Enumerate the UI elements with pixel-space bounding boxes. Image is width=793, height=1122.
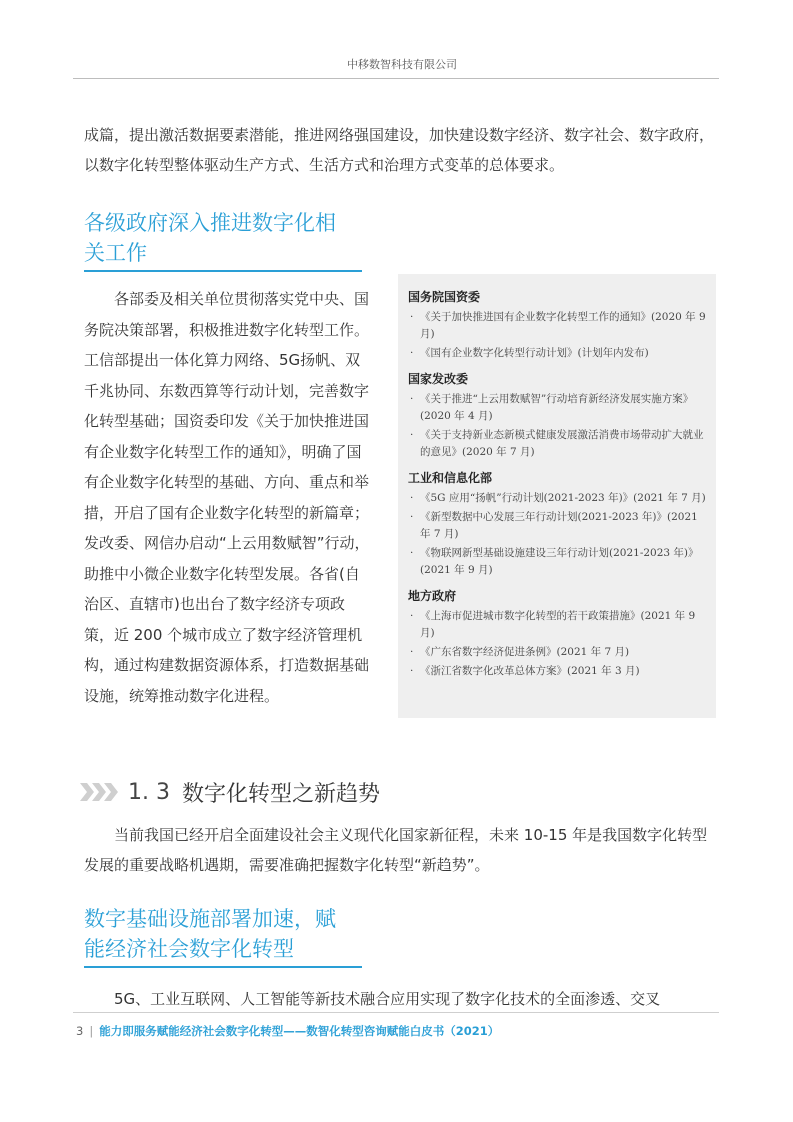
page-number: 3 [76,1024,84,1038]
policy-item: · 《关于支持新业态新模式健康发展激活消费市场带动扩大就业的意见》(2020 年 7 月) [408,427,706,461]
section-paragraph: 当前我国已经开启全面建设社会主义现代化国家新征程，未来 10-15 年是我国数字化转型发展的重要战略机遇期，需要准确把握数字化转型“新趋势”。 [84,826,708,874]
sidebar-group [408,370,706,461]
policy-item: · 《新型数据中心发展三年行动计划(2021-2023 年)》(2021 年 7 月) [408,509,706,543]
sidebar-group-title: 地方政府 [408,589,457,603]
heading-line: 数字基础设施部署加速，赋 [84,907,336,931]
section-title [80,774,380,810]
policy-item: · 《广东省数字经济促进条例》(2021 年 7 月) [408,644,706,661]
heading-line: 能经济社会数字化转型 [84,937,294,961]
sidebar-group [408,469,706,579]
government-paragraph: 各部委及相关单位贯彻落实党中央、国务院决策部署，积极推进数字化转型工作。工信部提出一体化算力网络、5G扬帆、双千兆协同、东数西算等行动计划，完善数字化转型基础；国资委印发《关于加快推进国有企业数字化转型工作的通知》，明确了国有企业数字化转型的基础、方向、重点和举措，开启了国有企业数字化转型的新篇章；发改委、网信办启动“上云用数赋智”行动，助推中小微企业数字化转型发展。各省(自治区、直辖市)也出台了数字经济专项政策，近 200 个城市成立了数字经济管理机构，通过构建数据资源体系，打造数据基础设施，统筹推动数字化进程。 [84,290,370,705]
policy-sidebar [398,274,716,718]
intro-paragraph: 成篇，提出激活数据要素潜能，推进网络强国建设，加快建设数字经济、数字社会、数字政府，以数字化转型整体驱动生产方式、生活方式和治理方式变革的总体要求。 [84,126,715,174]
policy-item: · 《上海市促进城市数字化转型的若干政策措施》(2021 年 9 月) [408,608,706,642]
heading-line: 各级政府深入推进数字化相 [84,211,336,235]
footer-divider [73,1012,719,1013]
chevron-arrows-icon [80,783,116,801]
footer-title: 能力即服务赋能经济社会数字化转型——数智化转型咨询赋能白皮书（2021） [99,1024,500,1038]
sidebar-group-title: 国务院国资委 [408,290,481,304]
policy-item: · 《关于推进“上云用数赋智”行动培育新经济发展实施方案》(2020 年 4 月) [408,391,706,425]
company-name: 中移数智科技有限公司 [347,58,457,71]
policy-item: · 《国有企业数字化转型行动计划》(计划年内发布) [408,345,706,362]
sidebar-group [408,288,706,362]
heading-line: 关工作 [84,241,147,265]
page-header [73,56,719,79]
policy-item: · 《关于加快推进国有企业数字化转型工作的通知》(2020 年 9 月) [408,309,706,343]
policy-item: · 《浙江省数字化改革总体方案》(2021 年 3 月) [408,663,706,680]
footer-separator: | [89,1024,94,1038]
policy-item: · 《物联网新型基础设施建设三年行动计划(2021-2023 年)》(2021 年 9 月) [408,545,706,579]
sidebar-group-title: 国家发改委 [408,372,469,386]
heading-government-work [84,208,362,272]
section-number: 1. 3 [128,779,170,805]
page-footer [76,1022,499,1040]
sidebar-group [408,587,706,680]
heading-digital-infrastructure [84,904,362,968]
bottom-paragraph: 5G、工业互联网、人工智能等新技术融合应用实现了数字化技术的全面渗透、交叉 [114,990,661,1008]
policy-item: · 《5G 应用“扬帆”行动计划(2021-2023 年)》(2021 年 7 月) [408,490,706,507]
section-heading: 数字化转型之新趋势 [181,781,380,807]
sidebar-group-title: 工业和信息化部 [408,471,493,485]
